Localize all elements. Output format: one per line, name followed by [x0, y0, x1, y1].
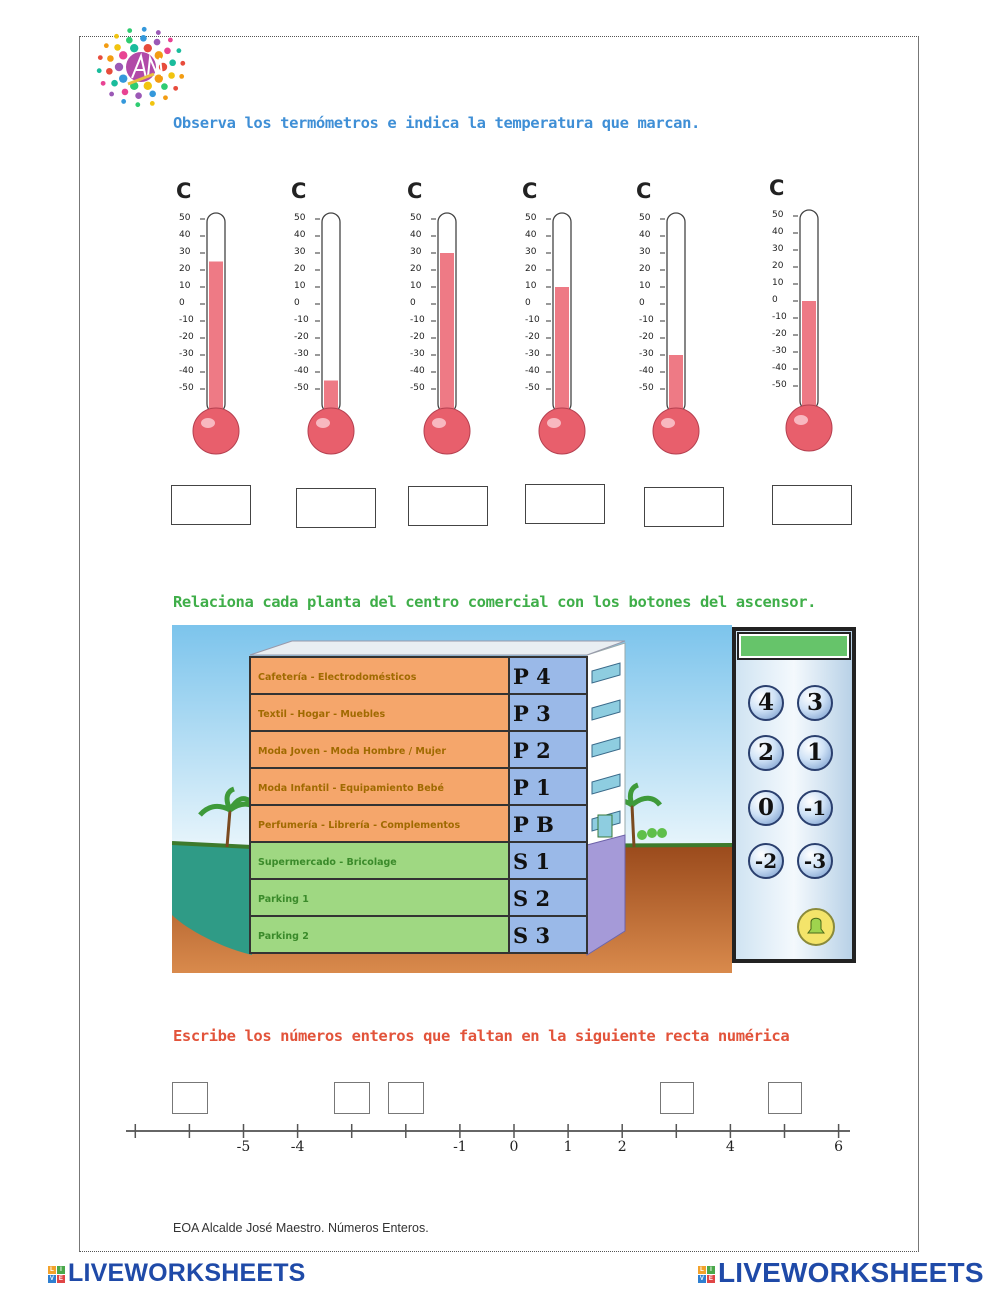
thermometers-group [0, 0, 1000, 560]
number-line-answer-5[interactable] [768, 1082, 802, 1114]
thermometer-scale-label: 20 [294, 264, 306, 274]
thermometer-bulb [786, 405, 832, 451]
bulb-highlight [316, 418, 330, 428]
thermometer-scale-label: -20 [294, 332, 309, 342]
thermometer-graphic [281, 209, 361, 469]
brand-right[interactable] [698, 1257, 984, 1289]
elevator-button[interactable]: -2 [748, 843, 784, 879]
thermometer-unit: C [522, 179, 538, 203]
thermometer-scale-label: 20 [639, 264, 651, 274]
thermometer-answer-1[interactable] [171, 485, 251, 525]
thermometer-answer-4[interactable] [525, 484, 605, 524]
instruction-number-line: Escribe los números enteros que faltan en la siguiente recta numérica [173, 1027, 790, 1045]
floor-code: P 3 [513, 701, 551, 726]
thermometer-scale-label: -50 [525, 383, 540, 393]
number-line-answer-3[interactable] [388, 1082, 424, 1114]
number-line-label: 2 [617, 1139, 627, 1155]
thermometer-scale-label: -40 [410, 366, 425, 376]
thermometer-scale-label: 10 [179, 281, 191, 291]
thermometer-scale-label: -20 [525, 332, 540, 342]
thermometer-answer-6[interactable] [772, 485, 852, 525]
thermometer-scale-label: -20 [772, 329, 787, 339]
thermometer-answer-3[interactable] [408, 486, 488, 526]
thermometer-bulb [653, 408, 699, 454]
thermometer-bulb [539, 408, 585, 454]
thermometer-bulb [308, 408, 354, 454]
brand-left-text: LIVEWORKSHEETS [68, 1259, 306, 1287]
floor-label: Parking 1 [258, 894, 309, 905]
elevator-button[interactable]: -3 [797, 843, 833, 879]
thermometer-scale-label: -40 [639, 366, 654, 376]
floor-code: S 3 [513, 923, 551, 948]
thermometer-scale-label: 50 [772, 210, 784, 220]
floor-label: Perfumería - Librería - Complementos [258, 820, 461, 831]
thermometer-graphic [759, 206, 839, 466]
thermometer-graphic [512, 209, 592, 469]
thermometer-scale-label: 30 [525, 247, 537, 257]
thermometer-scale-label: 40 [294, 230, 306, 240]
thermometer-scale-label: 0 [179, 298, 185, 308]
thermometer-scale-label: -50 [294, 383, 309, 393]
liveworksheets-logo-icon: L I V E [699, 1267, 714, 1283]
thermometer-scale-label: 10 [410, 281, 422, 291]
thermometer-scale-label: -10 [410, 315, 425, 325]
thermometer-scale-label: -30 [179, 349, 194, 359]
floor-label: Parking 2 [258, 931, 309, 942]
floor-label: Moda Joven - Moda Hombre / Mujer [258, 746, 447, 757]
elevator-button[interactable]: 4 [748, 685, 784, 721]
thermometer-scale-label: 10 [772, 278, 784, 288]
thermometer-unit: C [769, 176, 785, 200]
floor-code: P 4 [513, 664, 551, 689]
thermometer-unit: C [291, 179, 307, 203]
thermometer-scale-label: 50 [525, 213, 537, 223]
thermometer-scale-label: 40 [525, 230, 537, 240]
brand-left[interactable] [48, 1259, 306, 1288]
thermometer-scale-label: 0 [410, 298, 416, 308]
floor-label: Cafetería - Electrodomésticos [258, 672, 417, 683]
thermometer-scale-label: 20 [410, 264, 422, 274]
thermometer-scale-label: 30 [639, 247, 651, 257]
thermometer-bulb [193, 408, 239, 454]
elevator-button[interactable]: -1 [797, 790, 833, 826]
floor-code: P 1 [513, 775, 551, 800]
side-door [598, 815, 612, 837]
instruction-thermometers: Observa los termómetros e indica la temperatura que marcan. [173, 114, 700, 132]
thermometer-scale-label: 0 [525, 298, 531, 308]
thermometer-scale-label: -40 [294, 366, 309, 376]
thermometer-scale-label: -50 [179, 383, 194, 393]
thermometer-scale-label: 50 [294, 213, 306, 223]
thermometer-fluid [440, 253, 454, 419]
floor-label: Supermercado - Bricolage [258, 857, 397, 868]
thermometer-scale-label: -10 [639, 315, 654, 325]
bulb-highlight [201, 418, 215, 428]
floor-code: P B [513, 812, 554, 837]
number-line-label: 4 [725, 1139, 735, 1155]
thermometer-scale-label: 40 [179, 230, 191, 240]
number-line-answer-2[interactable] [334, 1082, 370, 1114]
thermometer-scale-label: 50 [179, 213, 191, 223]
thermometer-unit: C [636, 179, 652, 203]
thermometer-scale-label: 10 [294, 281, 306, 291]
thermometer-scale-label: -50 [410, 383, 425, 393]
number-line-label: -1 [453, 1139, 467, 1155]
thermometer-scale-label: -30 [294, 349, 309, 359]
thermometer-scale-label: -40 [772, 363, 787, 373]
thermometer-scale-label: 30 [179, 247, 191, 257]
thermometer-scale-label: -30 [772, 346, 787, 356]
thermometer-scale-label: -20 [639, 332, 654, 342]
brand-right-text: LIVEWORKSHEETS [718, 1257, 984, 1288]
liveworksheets-logo-icon: L I V E [49, 1266, 64, 1282]
elevator-button[interactable]: 3 [797, 685, 833, 721]
thermometer-scale-label: 20 [179, 264, 191, 274]
elevator-display [741, 636, 847, 656]
thermometer-scale-label: -50 [639, 383, 654, 393]
thermometer-scale-label: 50 [410, 213, 422, 223]
thermometer-scale-label: 10 [639, 281, 651, 291]
building-roof [250, 641, 625, 655]
thermometer-scale-label: 40 [639, 230, 651, 240]
bulb-highlight [432, 418, 446, 428]
number-line-label: 6 [834, 1139, 844, 1155]
number-line-label: 0 [509, 1139, 519, 1155]
thermometer-scale-label: 20 [525, 264, 537, 274]
thermometer-scale-label: -30 [410, 349, 425, 359]
bell-icon[interactable] [798, 909, 834, 945]
thermometer-scale-label: -40 [179, 366, 194, 376]
footer-credit: EOA Alcalde José Maestro. Números Enteros. [173, 1221, 429, 1235]
thermometer-unit: C [407, 179, 423, 203]
thermometer-scale-label: -10 [525, 315, 540, 325]
thermometer-scale-label: 10 [525, 281, 537, 291]
thermometer-scale-label: 0 [639, 298, 645, 308]
thermometer-scale-label: 30 [410, 247, 422, 257]
floor-label: Textil - Hogar - Muebles [258, 709, 386, 720]
number-line-answer-4[interactable] [660, 1082, 694, 1114]
elevator-button[interactable]: 0 [748, 790, 784, 826]
thermometer-scale-label: 0 [772, 295, 778, 305]
floor-code: P 2 [513, 738, 551, 763]
thermometer-fluid [802, 301, 816, 416]
bulb-highlight [547, 418, 561, 428]
elevator-button[interactable]: 2 [748, 735, 784, 771]
thermometer-scale-label: 20 [772, 261, 784, 271]
instruction-elevator: Relaciona cada planta del centro comercial con los botones del ascensor. [173, 593, 817, 611]
thermometer-unit: C [176, 179, 192, 203]
number-line-label: 1 [563, 1139, 573, 1155]
thermometer-scale-label: -10 [294, 315, 309, 325]
floor-code: S 1 [513, 849, 551, 874]
thermometer-scale-label: -20 [410, 332, 425, 342]
thermometer-scale-label: 30 [294, 247, 306, 257]
number-line-answer-1[interactable] [172, 1082, 208, 1114]
floor-code: S 2 [513, 886, 551, 911]
elevator-button[interactable]: 1 [797, 735, 833, 771]
thermometer-scale-label: -40 [525, 366, 540, 376]
thermometer-fluid [555, 287, 569, 419]
thermometer-scale-label: 40 [772, 227, 784, 237]
thermometer-graphic [626, 209, 706, 469]
thermometer-scale-label: -50 [772, 380, 787, 390]
thermometer-scale-label: 40 [410, 230, 422, 240]
thermometer-graphic [397, 209, 477, 469]
thermometer-scale-label: -10 [179, 315, 194, 325]
thermometer-scale-label: -30 [525, 349, 540, 359]
thermometer-answer-2[interactable] [296, 488, 376, 528]
thermometer-scale-label: -30 [639, 349, 654, 359]
number-line-label: -4 [290, 1139, 305, 1155]
thermometer-scale-label: 30 [772, 244, 784, 254]
number-line-label: -5 [236, 1139, 251, 1155]
thermometer-graphic [166, 209, 246, 469]
thermometer-scale-label: -10 [772, 312, 787, 322]
thermometer-bulb [424, 408, 470, 454]
thermometer-scale-label: 50 [639, 213, 651, 223]
thermometer-answer-5[interactable] [644, 487, 724, 527]
thermometer-scale-label: 0 [294, 298, 300, 308]
floor-label: Moda Infantil - Equipamiento Bebé [258, 783, 444, 794]
thermometer-fluid [209, 262, 223, 420]
bulb-highlight [794, 415, 808, 425]
thermometer-scale-label: -20 [179, 332, 194, 342]
bulb-highlight [661, 418, 675, 428]
